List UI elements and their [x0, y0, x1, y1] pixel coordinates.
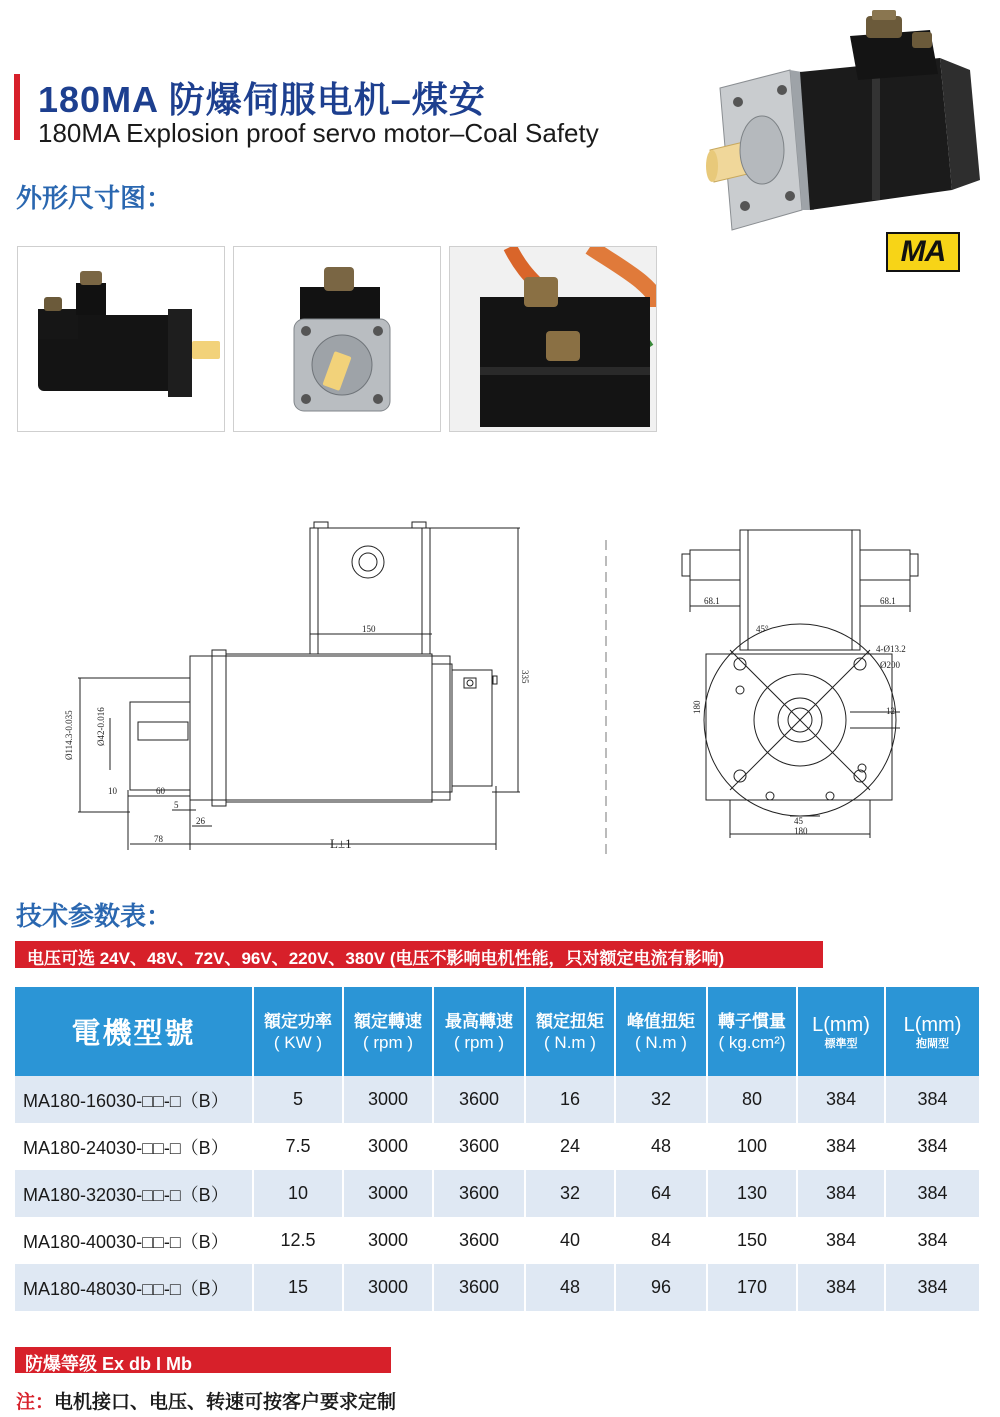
- spec-header-row: [15, 987, 979, 1076]
- ma-certification-badge: MA: [886, 232, 960, 272]
- dim-5: 5: [174, 800, 179, 810]
- cell-peak-torque: 48: [615, 1123, 707, 1170]
- header-length-brake: L(mm) 抱閘型: [885, 987, 979, 1076]
- cell-rated-speed: 3000: [343, 1076, 433, 1123]
- cell-rated-torque: 24: [525, 1123, 615, 1170]
- motor-connector-illustration: [450, 247, 657, 432]
- page-title-en: 180MA Explosion proof servo motor–Coal Safety: [38, 118, 599, 148]
- explosion-grade-banner: 防爆等级 Ex db I Mb: [15, 1347, 391, 1373]
- cell-length-standard: 384: [797, 1123, 885, 1170]
- cell-rated-torque: 32: [525, 1170, 615, 1217]
- cell-max-speed: 3600: [433, 1264, 525, 1311]
- dim-200: Ø200: [880, 660, 900, 670]
- cell-rated-torque: 40: [525, 1217, 615, 1264]
- cell-inertia: 170: [707, 1264, 797, 1311]
- table-row: [15, 1123, 979, 1170]
- dim-68-right: 68.1: [880, 596, 896, 606]
- cell-rated-speed: 3000: [343, 1123, 433, 1170]
- cell-length-brake: 384: [885, 1264, 979, 1311]
- cell-inertia: 100: [707, 1123, 797, 1170]
- cell-length-standard: 384: [797, 1217, 885, 1264]
- dim-78: 78: [154, 834, 163, 844]
- cell-rated-speed: 3000: [343, 1264, 433, 1311]
- header-length-standard: L(mm) 標準型: [797, 987, 885, 1076]
- dim-45: 45: [794, 816, 803, 826]
- cell-power: 12.5: [253, 1217, 343, 1264]
- cell-peak-torque: 96: [615, 1264, 707, 1311]
- cell-power: 7.5: [253, 1123, 343, 1170]
- cell-length-brake: 384: [885, 1170, 979, 1217]
- cell-peak-torque: 64: [615, 1170, 707, 1217]
- header-rated-speed: 額定轉速 ( rpm ): [343, 987, 433, 1076]
- header-rotor-inertia: 轉子慣量 ( kg.cm²): [707, 987, 797, 1076]
- footer-note: [16, 1387, 396, 1414]
- table-row: [15, 1076, 979, 1123]
- section-dimension-heading: 外形尺寸图：: [16, 183, 173, 213]
- dim-12: 12: [886, 706, 895, 716]
- dim-114: Ø114.3-0.035: [64, 710, 74, 760]
- dim-180-horizontal: 180: [794, 826, 808, 836]
- cell-max-speed: 3600: [433, 1076, 525, 1123]
- section-params-heading: 技术参数表：: [16, 901, 173, 931]
- title-accent-bar: [14, 74, 20, 140]
- cell-max-speed: 3600: [433, 1123, 525, 1170]
- cell-length-brake: 384: [885, 1076, 979, 1123]
- dim-26: 26: [196, 816, 205, 826]
- cell-peak-torque: 84: [615, 1217, 707, 1264]
- footer-note-prefix: 注：: [16, 1392, 55, 1413]
- cell-peak-torque: 32: [615, 1076, 707, 1123]
- cell-model: MA180-24030-□□-□（B）: [15, 1123, 253, 1170]
- motor-photo-front: [233, 246, 441, 432]
- cell-max-speed: 3600: [433, 1217, 525, 1264]
- voltage-options-banner: 电压可选 24V、48V、72V、96V、220V、380V (电压不影响电机性能，只对额定电流有影响): [15, 941, 823, 968]
- table-row: [15, 1264, 979, 1311]
- header-max-speed: 最高轉速 ( rpm ): [433, 987, 525, 1076]
- dim-60: 60: [156, 786, 165, 796]
- header-model: 電機型號: [15, 987, 253, 1076]
- cell-length-standard: 384: [797, 1264, 885, 1311]
- spec-table: [15, 987, 979, 1311]
- cell-model: MA180-32030-□□-□（B）: [15, 1170, 253, 1217]
- dim-335: 335: [520, 670, 530, 684]
- cell-inertia: 80: [707, 1076, 797, 1123]
- page-title-cn: 180MA 防爆伺服电机–煤安: [38, 79, 486, 120]
- table-row: [15, 1217, 979, 1264]
- cell-power: 10: [253, 1170, 343, 1217]
- cell-max-speed: 3600: [433, 1170, 525, 1217]
- footer-note-text: 电机接口、电压、转速可按客户要求定制: [54, 1392, 397, 1413]
- dim-180-vertical: 180: [692, 700, 702, 714]
- cell-model: MA180-16030-□□-□（B）: [15, 1076, 253, 1123]
- cell-model: MA180-48030-□□-□（B）: [15, 1264, 253, 1311]
- cell-rated-speed: 3000: [343, 1217, 433, 1264]
- cell-length-brake: 384: [885, 1217, 979, 1264]
- cell-length-brake: 384: [885, 1123, 979, 1170]
- cell-rated-torque: 48: [525, 1264, 615, 1311]
- dim-150: 150: [362, 624, 376, 634]
- cell-length-standard: 384: [797, 1170, 885, 1217]
- motor-photo-side: [17, 246, 225, 432]
- motor-photo-connectors: [449, 246, 657, 432]
- dim-45-angle: 45°: [756, 624, 769, 634]
- header-rated-torque: 額定扭矩 ( N.m ): [525, 987, 615, 1076]
- motor-side-illustration: [18, 247, 225, 432]
- dim-10: 10: [108, 786, 117, 796]
- cell-length-standard: 384: [797, 1076, 885, 1123]
- cell-inertia: 150: [707, 1217, 797, 1264]
- dim-L: L±1: [330, 836, 352, 851]
- cell-rated-speed: 3000: [343, 1170, 433, 1217]
- dimension-drawing: [0, 500, 1000, 880]
- motor-front-illustration: [234, 247, 441, 432]
- cell-rated-torque: 16: [525, 1076, 615, 1123]
- hero-motor-image: [690, 10, 990, 240]
- table-row: [15, 1170, 979, 1217]
- dim-68-left: 68.1: [704, 596, 720, 606]
- dim-holes: 4-Ø13.2: [876, 644, 906, 654]
- cell-inertia: 130: [707, 1170, 797, 1217]
- cell-power: 15: [253, 1264, 343, 1311]
- header-rated-power: 額定功率 ( KW ): [253, 987, 343, 1076]
- header-peak-torque: 峰值扭矩 ( N.m ): [615, 987, 707, 1076]
- dim-42: Ø42-0.016: [96, 707, 106, 746]
- cell-model: MA180-40030-□□-□（B）: [15, 1217, 253, 1264]
- cell-power: 5: [253, 1076, 343, 1123]
